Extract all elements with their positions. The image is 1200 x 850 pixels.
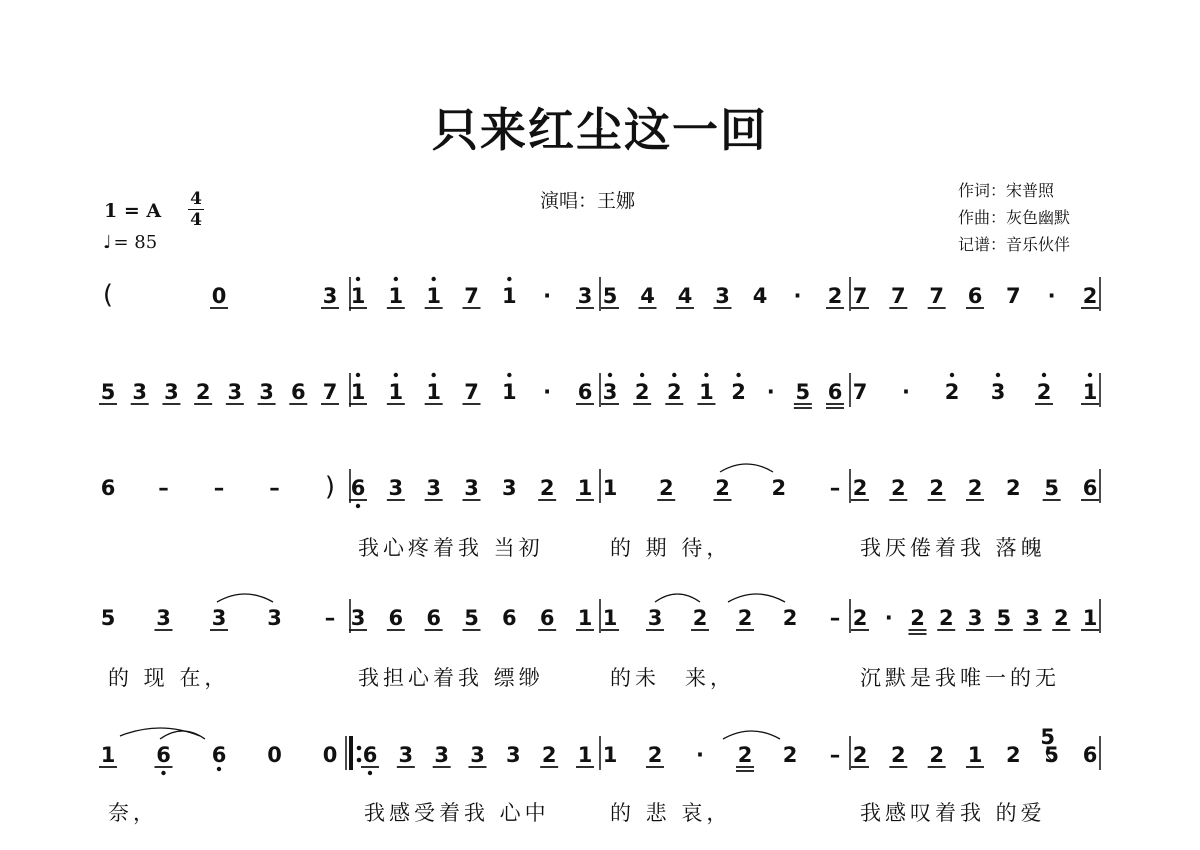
note: 3 bbox=[398, 743, 414, 767]
note: 6 bbox=[156, 743, 171, 767]
time-signature-bottom: 4 bbox=[190, 210, 202, 230]
note: 1 bbox=[602, 606, 618, 630]
octave-down-dot bbox=[161, 771, 165, 775]
note: 7 bbox=[322, 380, 338, 404]
note: 6 bbox=[539, 606, 555, 630]
augmentation-dot: · bbox=[696, 743, 704, 767]
note: 6 bbox=[502, 606, 517, 630]
repeat-dot bbox=[357, 746, 362, 751]
note: 5 bbox=[996, 606, 1012, 630]
note: 2 bbox=[539, 476, 555, 500]
augmentation-dot: · bbox=[766, 380, 775, 404]
octave-up-dot bbox=[507, 373, 511, 377]
octave-up-dot bbox=[394, 373, 398, 377]
note: 2 bbox=[692, 606, 708, 630]
grace-note: 5 bbox=[1040, 725, 1055, 749]
parenthesis: ) bbox=[324, 472, 336, 502]
note: 2 bbox=[929, 743, 944, 767]
octave-up-dot bbox=[672, 373, 676, 377]
note: 3 bbox=[227, 380, 243, 404]
note: 2 bbox=[737, 606, 753, 630]
note: 3 bbox=[132, 380, 148, 404]
tempo-value: = 85 bbox=[113, 232, 158, 253]
note: 2 bbox=[666, 380, 682, 404]
note: 1 bbox=[502, 380, 517, 404]
octave-down-dot bbox=[217, 767, 221, 771]
tie-arc bbox=[655, 594, 700, 602]
note: 5 bbox=[602, 284, 618, 308]
octave-up-dot bbox=[356, 277, 360, 281]
lyric-line: 的未 来， bbox=[610, 666, 735, 690]
note: 2 bbox=[731, 380, 746, 404]
note: 2 bbox=[647, 743, 663, 767]
note: 2 bbox=[1036, 380, 1052, 404]
note: 5 bbox=[100, 606, 116, 630]
note: 0 bbox=[211, 284, 227, 308]
note: 2 bbox=[195, 380, 211, 404]
note: 2 bbox=[771, 476, 787, 500]
lyric-line: 沉默是我唯一的无 bbox=[860, 666, 1060, 690]
note: 2 bbox=[658, 476, 674, 500]
note: 3 bbox=[990, 380, 1006, 404]
octave-up-dot bbox=[608, 373, 612, 377]
lyric-line: 我厌倦着我 落魄 bbox=[860, 536, 1046, 560]
key-signature: 1 = A bbox=[104, 200, 162, 222]
note: 5 bbox=[464, 606, 479, 630]
note: 1 bbox=[602, 476, 618, 500]
octave-up-dot bbox=[431, 277, 435, 281]
octave-up-dot bbox=[1042, 373, 1046, 377]
augmentation-dot: · bbox=[543, 380, 552, 404]
note: 2 bbox=[938, 606, 954, 630]
note: 7 bbox=[852, 284, 868, 308]
note: 3 bbox=[577, 284, 593, 308]
singer-credit: 演唱：王娜 bbox=[540, 190, 636, 212]
quarter-note-icon: ♩ bbox=[103, 232, 112, 253]
note: 6 bbox=[362, 743, 378, 767]
note: 0 bbox=[267, 743, 282, 767]
song-title: 只来红尘这一回 bbox=[432, 103, 768, 157]
note: 2 bbox=[541, 743, 557, 767]
note: 4 bbox=[640, 284, 655, 308]
note: 7 bbox=[464, 284, 479, 308]
note: 2 bbox=[782, 606, 798, 630]
octave-up-dot bbox=[996, 373, 1000, 377]
lyric-line: 我感叹着我 的爱 bbox=[860, 801, 1046, 825]
lyric-line: 我感受着我 心中 bbox=[364, 801, 550, 825]
note: 1 bbox=[388, 284, 404, 308]
note: 3 bbox=[967, 606, 983, 630]
note: 1 bbox=[699, 380, 714, 404]
note: 3 bbox=[506, 743, 521, 767]
note: 3 bbox=[211, 606, 227, 630]
augmentation-dot: · bbox=[543, 284, 552, 308]
octave-up-dot bbox=[950, 373, 954, 377]
note: 1 bbox=[602, 743, 618, 767]
note: 2 bbox=[944, 380, 960, 404]
note: 1 bbox=[577, 743, 593, 767]
dash-extension: – bbox=[158, 476, 169, 500]
note: 2 bbox=[1082, 284, 1098, 308]
note: 6 bbox=[426, 606, 441, 630]
note: 5 bbox=[795, 380, 811, 404]
note: 2 bbox=[967, 476, 983, 500]
note: 2 bbox=[715, 476, 730, 500]
note: 7 bbox=[852, 380, 868, 404]
note: 1 bbox=[100, 743, 116, 767]
note: 3 bbox=[259, 380, 274, 404]
note: 3 bbox=[502, 476, 517, 500]
octave-down-dot bbox=[368, 771, 372, 775]
note: 2 bbox=[910, 606, 925, 630]
augmentation-dot: · bbox=[902, 380, 910, 404]
dash-extension: – bbox=[829, 606, 841, 630]
tie-arc bbox=[720, 464, 773, 472]
note: 2 bbox=[852, 476, 868, 500]
lyric-line: 的 悲 哀， bbox=[610, 801, 732, 825]
note: 1 bbox=[350, 284, 366, 308]
dash-extension: – bbox=[829, 476, 841, 500]
note: 2 bbox=[1006, 476, 1021, 500]
tie-arc bbox=[160, 731, 205, 739]
note: 5 bbox=[1044, 743, 1059, 767]
note: 3 bbox=[715, 284, 730, 308]
note: 3 bbox=[164, 380, 179, 404]
note: 5 bbox=[1044, 476, 1059, 500]
note: 6 bbox=[967, 284, 983, 308]
augmentation-dot: · bbox=[793, 284, 802, 308]
lyric-line: 的 期 待， bbox=[610, 536, 732, 560]
note: 4 bbox=[752, 284, 768, 308]
note: 1 bbox=[577, 606, 593, 630]
note: 6 bbox=[350, 476, 366, 500]
note: 1 bbox=[967, 743, 983, 767]
note: 2 bbox=[852, 606, 868, 630]
transcriber-credit: 记谱：音乐伙伴 bbox=[958, 235, 1071, 254]
note: 6 bbox=[290, 380, 306, 404]
note: 3 bbox=[470, 743, 485, 767]
augmentation-dot: · bbox=[884, 606, 893, 630]
note: 6 bbox=[577, 380, 593, 404]
note: 3 bbox=[322, 284, 338, 308]
dash-extension: – bbox=[324, 606, 336, 630]
lyric-line: 的 现 在， bbox=[108, 666, 230, 690]
note: 1 bbox=[1082, 606, 1098, 630]
note: 2 bbox=[891, 476, 906, 500]
note: 2 bbox=[827, 284, 843, 308]
note: 1 bbox=[1082, 380, 1098, 404]
note: 7 bbox=[1006, 284, 1021, 308]
note: 3 bbox=[350, 606, 366, 630]
note: 2 bbox=[1053, 606, 1069, 630]
note: 0 bbox=[322, 743, 338, 767]
note: 4 bbox=[677, 284, 693, 308]
note: 6 bbox=[1082, 743, 1098, 767]
note: 2 bbox=[634, 380, 650, 404]
note: 5 bbox=[100, 380, 116, 404]
note: 7 bbox=[891, 284, 906, 308]
note: 3 bbox=[388, 476, 404, 500]
lyricist-credit: 作词：宋普照 bbox=[958, 181, 1055, 200]
note: 1 bbox=[426, 284, 441, 308]
note: 1 bbox=[388, 380, 404, 404]
note: 6 bbox=[827, 380, 843, 404]
note: 3 bbox=[647, 606, 663, 630]
note: 1 bbox=[350, 380, 366, 404]
tie-arc bbox=[217, 594, 273, 602]
octave-up-dot bbox=[507, 277, 511, 281]
note: 2 bbox=[782, 743, 798, 767]
note: 6 bbox=[388, 606, 404, 630]
note: 7 bbox=[464, 380, 479, 404]
octave-up-dot bbox=[356, 373, 360, 377]
note: 7 bbox=[929, 284, 944, 308]
note: 3 bbox=[464, 476, 479, 500]
note: 2 bbox=[929, 476, 944, 500]
note: 6 bbox=[211, 743, 227, 767]
note: 1 bbox=[502, 284, 517, 308]
octave-up-dot bbox=[736, 373, 740, 377]
lyric-line: 我心疼着我 当初 bbox=[358, 536, 544, 560]
note: 2 bbox=[737, 743, 753, 767]
octave-up-dot bbox=[1088, 373, 1092, 377]
parenthesis: ( bbox=[102, 280, 114, 310]
note: 3 bbox=[426, 476, 441, 500]
note: 2 bbox=[852, 743, 868, 767]
octave-up-dot bbox=[431, 373, 435, 377]
tie-arc bbox=[723, 731, 780, 739]
note: 3 bbox=[434, 743, 449, 767]
tie-arc bbox=[728, 594, 785, 602]
note: 3 bbox=[602, 380, 618, 404]
note: 2 bbox=[1006, 743, 1021, 767]
octave-up-dot bbox=[640, 373, 644, 377]
note: 6 bbox=[1082, 476, 1098, 500]
lyric-line: 奈， bbox=[108, 801, 158, 825]
dash-extension: – bbox=[269, 476, 280, 500]
dash-extension: – bbox=[829, 743, 841, 767]
octave-up-dot bbox=[394, 277, 398, 281]
note: 3 bbox=[267, 606, 282, 630]
augmentation-dot: · bbox=[1047, 284, 1056, 308]
note: 3 bbox=[156, 606, 171, 630]
composer-credit: 作曲：灰色幽默 bbox=[958, 208, 1071, 227]
note: 2 bbox=[891, 743, 906, 767]
dash-extension: – bbox=[213, 476, 225, 500]
octave-up-dot bbox=[704, 373, 708, 377]
note: 1 bbox=[577, 476, 593, 500]
note: 3 bbox=[1025, 606, 1040, 630]
repeat-dot bbox=[357, 758, 362, 763]
time-signature-top: 4 bbox=[190, 189, 202, 209]
note: 1 bbox=[426, 380, 441, 404]
lyric-line: 我担心着我 缥缈 bbox=[358, 666, 544, 690]
octave-down-dot bbox=[356, 504, 360, 508]
note: 6 bbox=[100, 476, 116, 500]
